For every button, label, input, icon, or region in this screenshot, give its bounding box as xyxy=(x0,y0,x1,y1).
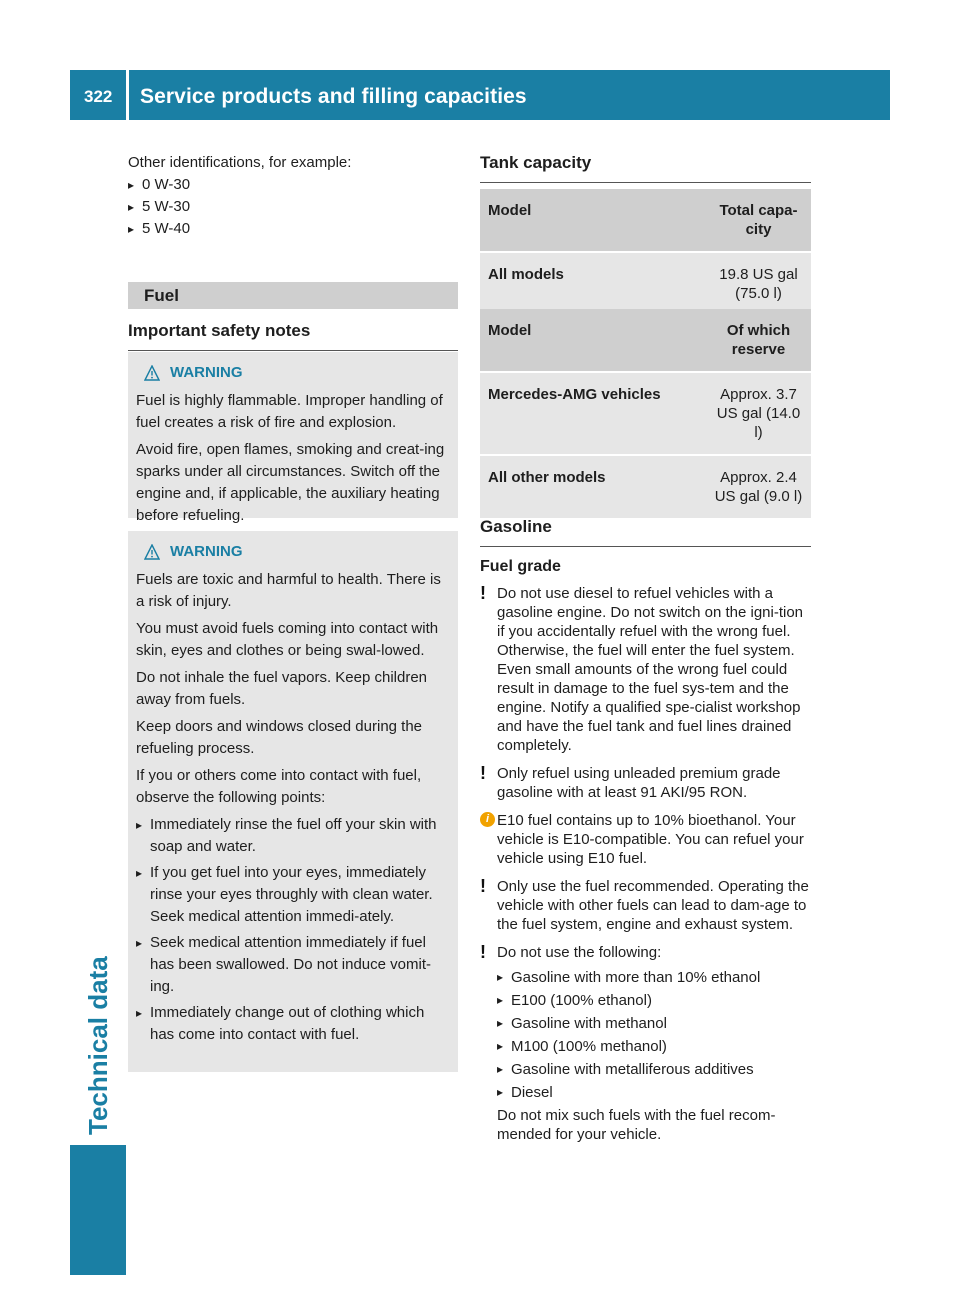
warning-paragraph: Keep doors and windows closed during the refueling process. xyxy=(136,718,423,757)
warning-paragraph: Fuel is highly flammable. Improper handling of fuel creates a risk of fire and explosion. xyxy=(136,392,443,431)
note-item xyxy=(480,943,811,1144)
list-item: ▸ Immediately rinse the fuel off your skin with soap and water. xyxy=(136,814,450,858)
note-text: Do not use the following: xyxy=(497,944,662,961)
warning-title-text: WARNING xyxy=(170,364,243,381)
note-text: Only refuel using unleaded premium grade gasoline with at least 91 AKI/95 RON. xyxy=(497,765,781,801)
other-ids-list xyxy=(128,174,458,240)
table-row xyxy=(480,251,811,315)
list-item: ▸ 0 W-30 xyxy=(128,174,458,196)
warning-bullets xyxy=(136,814,450,1046)
page-header xyxy=(70,70,890,120)
list-item: ▸ Immediately change out of clothing which has come into contact with fuel. xyxy=(136,1002,450,1046)
other-ids-intro: Other identifications, for example: xyxy=(128,154,352,171)
forbidden-fuels-list xyxy=(497,968,811,1102)
table-cell-model: All models xyxy=(480,251,706,315)
list-item: ▸ E100 (100% ethanol) xyxy=(497,991,811,1010)
table-header: Model xyxy=(480,309,706,371)
table-header: Total capa-city xyxy=(706,189,811,251)
list-item: ▸ Gasoline with methanol xyxy=(497,1014,811,1033)
side-tab-label: Technical data xyxy=(83,956,113,1135)
warning-title xyxy=(136,541,450,563)
list-item: ▸ Diesel xyxy=(497,1083,811,1102)
table-header: Of which reserve xyxy=(706,309,811,371)
warning-paragraph: Do not inhale the fuel vapors. Keep children away from fuels. xyxy=(136,669,428,708)
fuel-section-bar: Fuel xyxy=(128,282,458,309)
side-tab xyxy=(77,930,123,1150)
list-item: ▸ Gasoline with metalliferous additives xyxy=(497,1060,811,1079)
list-item: ▸ M100 (100% methanol) xyxy=(497,1037,811,1056)
tank-capacity-heading: Tank capacity xyxy=(480,152,811,183)
exclamation-icon: ! xyxy=(480,876,486,896)
warning-paragraph: Avoid fire, open flames, smoking and creat-ing sparks under all circumstances. Switch off the engine and, if applicable, the auxiliary heating before refueling. xyxy=(136,441,445,524)
page-number: 322 xyxy=(84,87,113,106)
list-item: ▸ Seek medical attention immediately if fuel has been swallowed. Do not induce vomit-ing. xyxy=(136,932,450,998)
note-text: Only use the fuel recommended. Operating the vehicle with other fuels can lead to dam-age to the fuel system, engine and exhaust system. xyxy=(497,878,809,933)
info-icon: i xyxy=(480,812,495,827)
fuel-notes xyxy=(480,584,811,1153)
info-item xyxy=(480,811,811,868)
note-item xyxy=(480,584,811,755)
note-item xyxy=(480,877,811,934)
warning-triangle-icon xyxy=(144,544,160,560)
table-cell-model: Mercedes-AMG vehicles xyxy=(480,371,706,454)
exclamation-icon: ! xyxy=(480,763,486,783)
warning-title xyxy=(136,362,450,384)
list-item: ▸ If you get fuel into your eyes, immediately rinse your eyes throughly with clean water. Seek medical attention immedi-ately. xyxy=(136,862,450,928)
fuel-grade-heading: Fuel grade xyxy=(480,558,561,575)
info-text: E10 fuel contains up to 10% bioethanol. Your vehicle is E10-compatible. You can refuel your vehicle using E10 fuel. xyxy=(497,812,804,867)
table-cell-value: Approx. 2.4 US gal (9.0 l) xyxy=(706,454,811,518)
safety-heading: Important safety notes xyxy=(128,320,458,351)
warning-box-toxic xyxy=(128,531,458,1072)
note-text: Do not use diesel to refuel vehicles with a gasoline engine. Do not switch on the igni-tion if you accidentally refuel with the wrong fuel. Otherwise, the fuel will enter the fuel system. Even small amounts of the wrong fuel could result in damage to the fuel sys-tem and the engine. Notify a qualified spe-cialist workshop and have the fuel tank and fuel lines drained completely. xyxy=(497,585,804,754)
note-text: Do not mix such fuels with the fuel recom-mended for your vehicle. xyxy=(497,1107,776,1143)
page-title: Service products and filling capacities xyxy=(140,85,527,108)
table-row xyxy=(480,454,811,518)
table-cell-value: Approx. 3.7 US gal (14.0 l) xyxy=(706,371,811,454)
exclamation-icon: ! xyxy=(480,583,486,603)
table-cell-model: All other models xyxy=(480,454,706,518)
side-tab-marker xyxy=(70,1145,126,1275)
table-header: Model xyxy=(480,189,706,251)
exclamation-icon: ! xyxy=(480,942,486,962)
warning-title-text: WARNING xyxy=(170,543,243,560)
note-item xyxy=(480,764,811,802)
table-cell-value: 19.8 US gal (75.0 l) xyxy=(706,251,811,315)
warning-paragraph: You must avoid fuels coming into contact with skin, eyes and clothes or being swal-lowed. xyxy=(136,620,439,659)
gasoline-heading: Gasoline xyxy=(480,516,811,547)
warning-triangle-icon xyxy=(144,365,160,381)
list-item: ▸ 5 W-40 xyxy=(128,218,458,240)
table-row xyxy=(480,371,811,454)
total-capacity-table xyxy=(480,189,811,315)
list-item: ▸ Gasoline with more than 10% ethanol xyxy=(497,968,811,987)
other-identifications xyxy=(128,152,458,240)
reserve-table xyxy=(480,309,811,518)
list-item: ▸ 5 W-30 xyxy=(128,196,458,218)
warning-box-fire xyxy=(128,352,458,524)
header-divider xyxy=(126,70,129,120)
warning-paragraph: Fuels are toxic and harmful to health. There is a risk of injury. xyxy=(136,571,441,610)
warning-paragraph: If you or others come into contact with fuel, observe the following points: xyxy=(136,767,422,806)
